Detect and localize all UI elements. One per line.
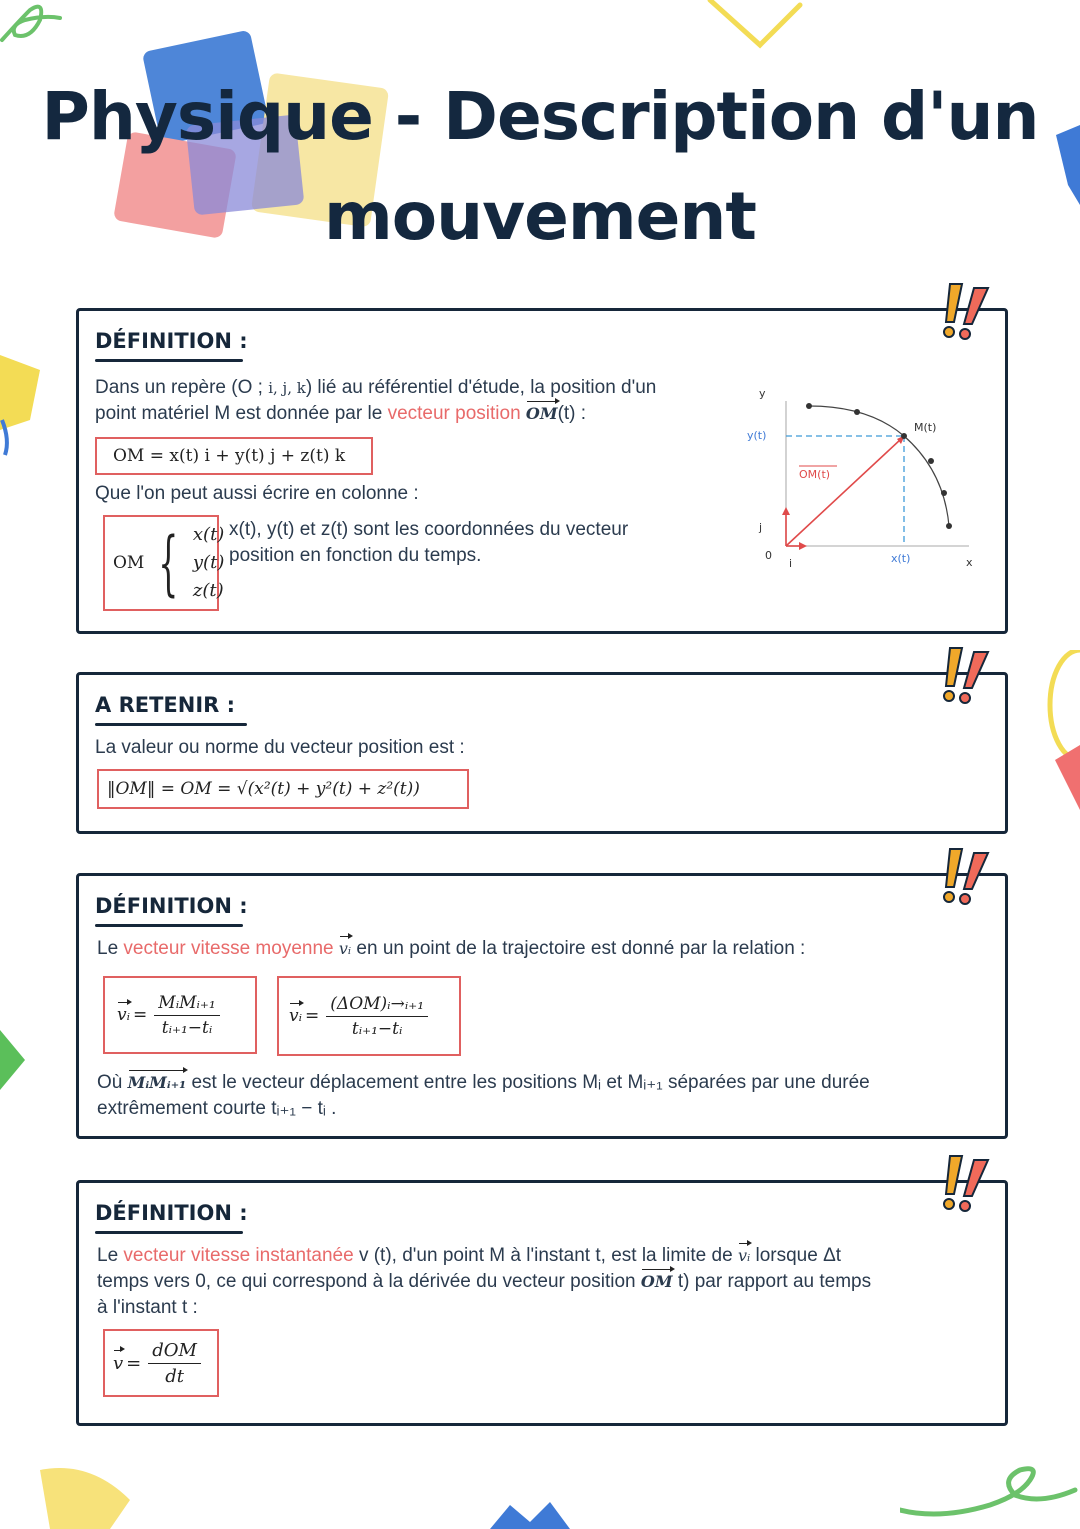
card1-column-intro: Que l'on peut aussi écrire en colonne : — [95, 483, 419, 504]
formula-column-vector: OM { x(t) y(t) z(t) — [103, 515, 219, 611]
decor-bottom-right-squiggle — [900, 1460, 1080, 1529]
heading-underline — [95, 1231, 243, 1234]
decor-right-ring — [1035, 650, 1080, 830]
exclamation-icon — [938, 282, 996, 344]
formula-average-velocity-2: vᵢ = $\frac{\text{(ΔOM)ᵢ→ᵢ₊₁}}{\text{tᵢ₊₁−tᵢ}}$ — [277, 976, 461, 1056]
formula-average-velocity-1: vᵢ = $\frac{\text{MᵢMᵢ₊₁}}{\text{tᵢ₊₁−tᵢ}}$ — [103, 976, 257, 1054]
formula-lhs: vᵢ — [117, 1005, 131, 1025]
diagram-xt-label: x(t) — [891, 552, 911, 565]
card1-coord-desc-1: x(t), y(t) et z(t) sont les coordonnées du vecteur — [229, 519, 629, 540]
card-heading: A RETENIR : — [95, 693, 236, 717]
diagram-j-label: j — [759, 521, 763, 534]
diagram-y-axis-label: y — [759, 387, 766, 400]
column-x: x(t) — [192, 524, 225, 545]
column-vector-label: OM — [113, 553, 145, 573]
diagram-mt-label: M(t) — [914, 421, 937, 434]
column-z: z(t) — [192, 580, 224, 601]
position-vector-diagram — [739, 381, 989, 581]
formula-lhs: v — [113, 1352, 124, 1374]
column-y: y(t) — [192, 552, 225, 573]
decor-top-yellow-check — [700, 0, 810, 60]
formula-denominator: tᵢ₊₁−tᵢ — [351, 1018, 403, 1039]
diagram-x-axis-label: x — [966, 556, 973, 569]
formula-numerator: MᵢMᵢ₊₁ — [154, 993, 219, 1016]
page-title-line2: mouvement — [324, 178, 756, 255]
card-heading: DÉFINITION : — [95, 329, 248, 353]
card4-line1: Le vecteur vitesse instantanée v (t), d'un point M à l'instant t, est la limite de vᵢ lorsque Δt — [97, 1245, 842, 1266]
definition-card-position — [76, 308, 1008, 634]
formula-numerator: dOM — [148, 1340, 201, 1364]
remember-card-norm — [76, 672, 1008, 834]
card3-line3: extrêmement courte tᵢ₊₁ − tᵢ . — [97, 1098, 337, 1119]
diagram-yt-label: y(t) — [747, 429, 767, 442]
formula-denominator: tᵢ₊₁−tᵢ — [161, 1017, 213, 1038]
diagram-origin-label: 0 — [765, 549, 772, 562]
card1-coord-desc-2: position en fonction du temps. — [229, 545, 482, 566]
exclamation-icon — [938, 847, 996, 909]
exclamation-icon — [938, 646, 996, 708]
card-heading: DÉFINITION : — [95, 894, 248, 918]
card2-text: La valeur ou norme du vecteur position est : — [95, 737, 465, 758]
page-title-line1: Physique - Description d'un — [41, 78, 1039, 155]
card3-line2: Où MᵢMᵢ₊₁ est le vecteur déplacement entre les positions Mᵢ et Mᵢ₊₁ séparées par une durée — [97, 1072, 870, 1093]
card4-line2: temps vers 0, ce qui correspond à la dérivée du vecteur position OM t) par rapport au temps — [97, 1271, 872, 1292]
definition-card-average-velocity — [76, 873, 1008, 1139]
card-heading: DÉFINITION : — [95, 1201, 248, 1225]
card3-line1: Le vecteur vitesse moyenne vᵢ en un point de la trajectoire est donné par la relation : — [97, 938, 806, 959]
definition-card-instant-velocity — [76, 1180, 1008, 1426]
decor-left-green — [0, 1020, 30, 1090]
heading-underline — [95, 359, 243, 362]
diagram-i-label: i — [789, 557, 793, 570]
formula-position-vector: OM = x(t) i + y(t) j + z(t) k — [95, 437, 373, 475]
decor-bottom-blue — [490, 1500, 570, 1529]
diagram-omt-label: OM(t) — [799, 468, 831, 481]
card4-line3: à l'instant t : — [97, 1297, 198, 1318]
formula-denominator: dt — [165, 1365, 184, 1387]
heading-underline — [95, 924, 243, 927]
exclamation-icon — [938, 1154, 996, 1216]
decor-bottom-left-yellow — [30, 1460, 140, 1529]
heading-underline — [95, 723, 247, 726]
card1-line1: Dans un repère (O ; i, j, k) lié au référentiel d'étude, la position d'un — [95, 377, 657, 398]
formula-lhs: vᵢ — [289, 1006, 303, 1026]
formula-instant-velocity: v = $\frac{\text{dOM}}{dt}$ — [103, 1329, 219, 1397]
decor-left-yellow — [0, 350, 45, 460]
formula-vector-norm: ‖OM‖ = OM = √(x²(t) + y²(t) + z²(t)) — [97, 769, 469, 809]
formula-numerator: (ΔOM)ᵢ→ᵢ₊₁ — [326, 994, 428, 1017]
card1-line2: point matériel M est donnée par le vecteur position OM(t) : — [95, 403, 587, 424]
decor-top-left-squiggle — [0, 0, 80, 60]
